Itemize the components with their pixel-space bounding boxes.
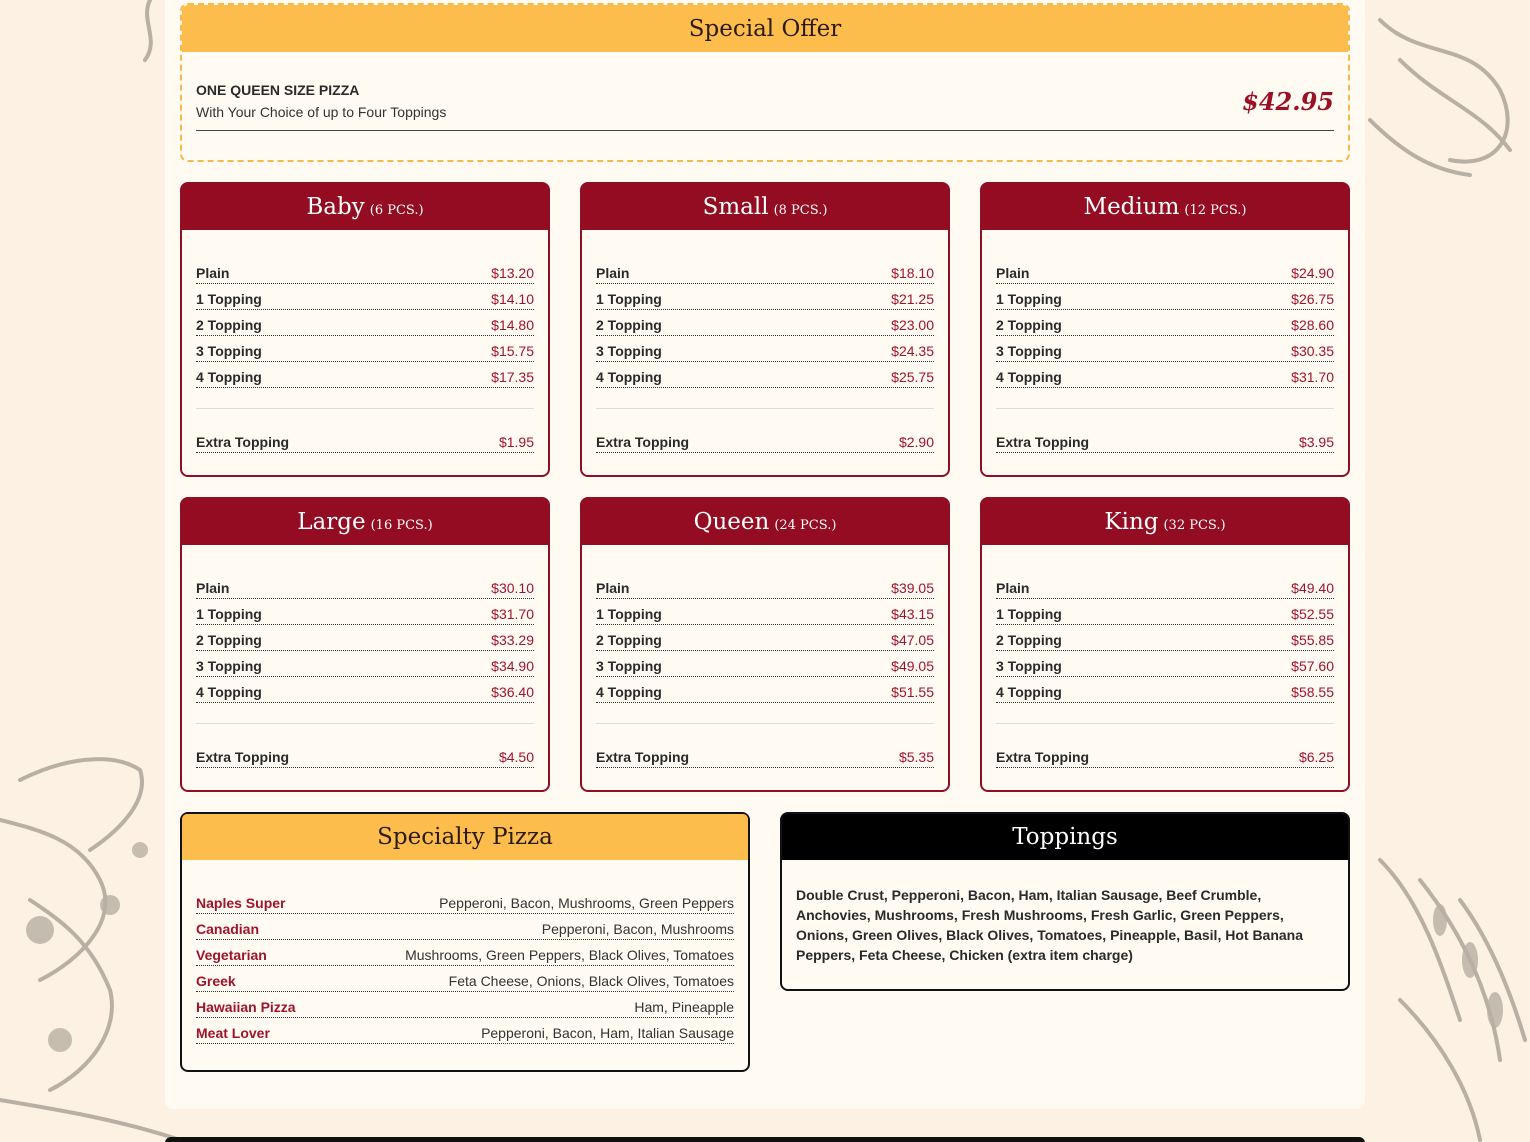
specialty-row: [196, 914, 734, 940]
price-label: 3 Topping: [596, 343, 662, 359]
price-value: $13.20: [491, 265, 534, 281]
specialty-row: [196, 888, 734, 914]
specialty-heading: Specialty Pizza: [182, 814, 748, 860]
toppings-list: Double Crust, Pepperoni, Bacon, Ham, Italian Sausage, Beef Crumble, Anchovies, Mushrooms, Fresh Mushrooms, Fresh Garlic, Green Peppers, Onions, Green Olives, Black Olives, Tomatoes, Pineapple, Basil, Hot Banana Peppers, Feta Cheese, Chicken (extra item charge): [796, 887, 1304, 963]
special-offer-item: [196, 82, 1334, 131]
price-value: $31.70: [491, 606, 534, 622]
price-label: Plain: [596, 265, 630, 281]
price-label: 1 Topping: [196, 291, 262, 307]
price-value: $31.70: [1291, 369, 1334, 385]
price-row: [196, 362, 534, 388]
extra-topping-row: [996, 742, 1334, 768]
size-pieces: (12 PCS.): [1184, 202, 1247, 218]
price-value: $24.90: [1291, 265, 1334, 281]
specialty-name: Canadian: [196, 921, 260, 937]
size-pieces: (32 PCS.): [1163, 517, 1226, 533]
price-label: 4 Topping: [996, 684, 1062, 700]
price-row: [996, 310, 1334, 336]
specialty-description: Ham, Pineapple: [634, 999, 734, 1015]
menu-page: [165, 0, 1365, 1109]
price-value: $6.25: [1298, 749, 1334, 765]
price-label: 3 Topping: [196, 343, 262, 359]
specialty-row: [196, 992, 734, 1018]
price-value: $2.90: [898, 434, 934, 450]
specialty-name: Greek: [196, 973, 236, 989]
price-value: $55.85: [1291, 632, 1334, 648]
price-label: 2 Topping: [596, 317, 662, 333]
price-value: $17.35: [491, 369, 534, 385]
toppings-heading: Toppings: [782, 814, 1348, 860]
size-card-medium: [980, 182, 1350, 477]
size-name: Large: [297, 509, 366, 535]
price-value: $49.05: [891, 658, 934, 674]
price-row: [996, 599, 1334, 625]
size-name: Medium: [1083, 194, 1180, 220]
footer-bar: [165, 1137, 1365, 1142]
specialty-row: [196, 940, 734, 966]
size-pieces: (16 PCS.): [370, 517, 433, 533]
price-label: Extra Topping: [996, 749, 1090, 765]
price-value: $30.35: [1291, 343, 1334, 359]
price-value: $15.75: [491, 343, 534, 359]
price-value: $21.25: [891, 291, 934, 307]
price-row: [196, 336, 534, 362]
size-pieces: (24 PCS.): [774, 517, 837, 533]
price-value: $14.10: [491, 291, 534, 307]
price-row: [196, 258, 534, 284]
price-row: [996, 362, 1334, 388]
extra-topping-row: [596, 742, 934, 768]
size-card-queen: [580, 497, 950, 792]
size-card-large: [180, 497, 550, 792]
size-card-small: [580, 182, 950, 477]
specialty-pizza-panel: [180, 812, 750, 1072]
price-label: Plain: [996, 580, 1030, 596]
price-value: $43.15: [891, 606, 934, 622]
extra-topping-row: [996, 427, 1334, 453]
specialty-name: Hawaiian Pizza: [196, 999, 296, 1015]
price-label: Extra Topping: [996, 434, 1090, 450]
price-row: [596, 625, 934, 651]
price-row: [196, 651, 534, 677]
price-value: $24.35: [891, 343, 934, 359]
price-label: 3 Topping: [996, 343, 1062, 359]
price-label: 2 Topping: [996, 632, 1062, 648]
specialty-description: Pepperoni, Bacon, Ham, Italian Sausage: [481, 1025, 734, 1041]
divider: [996, 723, 1334, 724]
price-label: 2 Topping: [196, 632, 262, 648]
price-row: [996, 677, 1334, 703]
price-row: [596, 599, 934, 625]
price-row: [596, 258, 934, 284]
price-row: [996, 651, 1334, 677]
price-value: $39.05: [891, 580, 934, 596]
price-label: 1 Topping: [996, 291, 1062, 307]
price-value: $14.80: [491, 317, 534, 333]
specialty-description: Mushrooms, Green Peppers, Black Olives, Tomatoes: [405, 947, 734, 963]
price-row: [196, 625, 534, 651]
price-label: Extra Topping: [196, 749, 290, 765]
price-label: Plain: [996, 265, 1030, 281]
price-value: $52.55: [1291, 606, 1334, 622]
specialty-description: Pepperoni, Bacon, Mushrooms, Green Peppers: [439, 895, 734, 911]
price-value: $28.60: [1291, 317, 1334, 333]
price-label: 3 Topping: [996, 658, 1062, 674]
special-offer-subtitle: With Your Choice of up to Four Toppings: [196, 104, 447, 120]
divider: [196, 408, 534, 409]
specialty-name: Vegetarian: [196, 947, 267, 963]
price-label: Extra Topping: [596, 434, 690, 450]
size-card-heading: [182, 499, 548, 545]
price-row: [196, 284, 534, 310]
price-row: [196, 599, 534, 625]
price-row: [996, 336, 1334, 362]
price-row: [596, 677, 934, 703]
price-value: $3.95: [1298, 434, 1334, 450]
toppings-panel: [780, 812, 1350, 991]
price-value: $34.90: [491, 658, 534, 674]
size-card-heading: [982, 184, 1348, 230]
price-label: Plain: [196, 265, 230, 281]
size-card-heading: [582, 184, 948, 230]
special-offer-panel: [180, 3, 1350, 162]
price-row: [996, 284, 1334, 310]
size-pieces: (6 PCS.): [369, 202, 424, 218]
price-row: [596, 362, 934, 388]
price-value: $57.60: [1291, 658, 1334, 674]
price-label: 4 Topping: [196, 369, 262, 385]
size-card-king: [980, 497, 1350, 792]
price-label: 4 Topping: [596, 684, 662, 700]
price-label: 2 Topping: [196, 317, 262, 333]
price-row: [596, 284, 934, 310]
price-value: $47.05: [891, 632, 934, 648]
price-label: Extra Topping: [196, 434, 290, 450]
price-row: [196, 573, 534, 599]
price-label: 3 Topping: [196, 658, 262, 674]
specialty-description: Feta Cheese, Onions, Black Olives, Tomatoes: [448, 973, 734, 989]
size-card-heading: [982, 499, 1348, 545]
special-offer-price: $42.95: [1242, 86, 1334, 116]
special-offer-title: ONE QUEEN SIZE PIZZA: [196, 82, 360, 98]
price-value: $25.75: [891, 369, 934, 385]
price-value: $5.35: [898, 749, 934, 765]
specialty-row: [196, 1018, 734, 1044]
price-row: [596, 310, 934, 336]
divider: [196, 723, 534, 724]
special-offer-heading: Special Offer: [182, 5, 1348, 52]
price-value: $1.95: [498, 434, 534, 450]
divider: [996, 408, 1334, 409]
price-value: $58.55: [1291, 684, 1334, 700]
specialty-row: [196, 966, 734, 992]
price-row: [596, 573, 934, 599]
price-label: 4 Topping: [996, 369, 1062, 385]
size-name: King: [1104, 509, 1159, 535]
price-label: 2 Topping: [996, 317, 1062, 333]
price-row: [196, 677, 534, 703]
price-value: $33.29: [491, 632, 534, 648]
price-value: $49.40: [1291, 580, 1334, 596]
price-value: $18.10: [891, 265, 934, 281]
price-value: $4.50: [498, 749, 534, 765]
size-card-heading: [182, 184, 548, 230]
extra-topping-row: [196, 427, 534, 453]
price-row: [996, 258, 1334, 284]
divider: [596, 408, 934, 409]
price-label: Plain: [196, 580, 230, 596]
price-row: [996, 573, 1334, 599]
size-name: Queen: [693, 509, 770, 535]
extra-topping-row: [596, 427, 934, 453]
price-value: $51.55: [891, 684, 934, 700]
price-value: $36.40: [491, 684, 534, 700]
size-pieces: (8 PCS.): [773, 202, 828, 218]
price-label: 1 Topping: [596, 606, 662, 622]
price-label: 4 Topping: [196, 684, 262, 700]
price-value: $30.10: [491, 580, 534, 596]
price-label: 2 Topping: [596, 632, 662, 648]
size-card-heading: [582, 499, 948, 545]
price-row: [596, 336, 934, 362]
size-name: Baby: [306, 194, 365, 220]
price-label: Plain: [596, 580, 630, 596]
price-label: 1 Topping: [196, 606, 262, 622]
price-row: [596, 651, 934, 677]
price-row: [996, 625, 1334, 651]
price-value: $26.75: [1291, 291, 1334, 307]
extra-topping-row: [196, 742, 534, 768]
price-label: Extra Topping: [596, 749, 690, 765]
size-name: Small: [702, 194, 769, 220]
price-value: $23.00: [891, 317, 934, 333]
size-card-baby: [180, 182, 550, 477]
price-label: 3 Topping: [596, 658, 662, 674]
specialty-name: Meat Lover: [196, 1025, 270, 1041]
price-label: 4 Topping: [596, 369, 662, 385]
price-row: [196, 310, 534, 336]
divider: [596, 723, 934, 724]
price-label: 1 Topping: [596, 291, 662, 307]
specialty-name: Naples Super: [196, 895, 286, 911]
specialty-description: Pepperoni, Bacon, Mushrooms: [541, 921, 734, 937]
price-label: 1 Topping: [996, 606, 1062, 622]
